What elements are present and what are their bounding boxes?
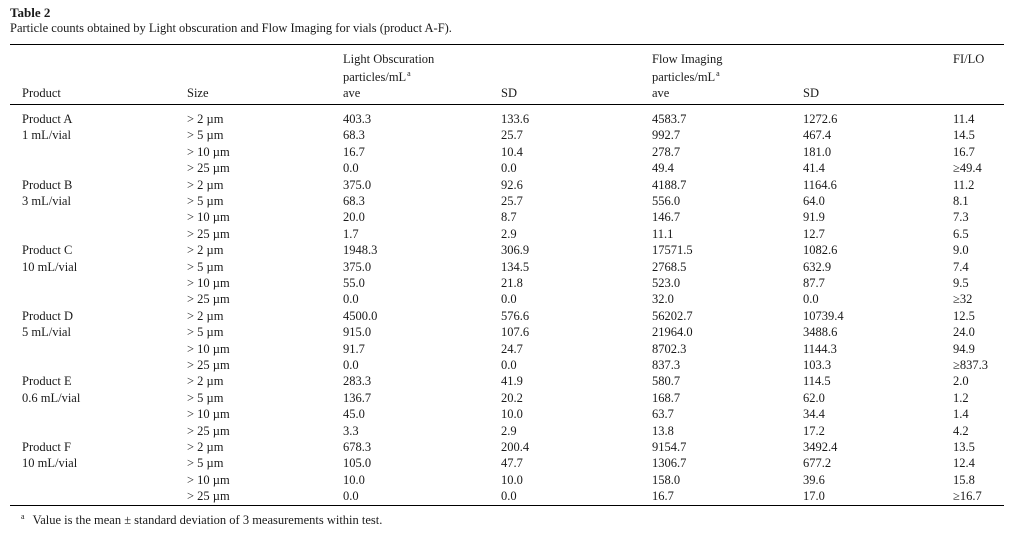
lo-sd-cell: 8.7 xyxy=(501,210,517,225)
fi-lo-ratio-cell: 16.7 xyxy=(953,144,975,159)
header-lo-units-text: particles/mL xyxy=(343,70,407,85)
fi-lo-ratio-cell: 94.9 xyxy=(953,341,975,356)
fi-lo-ratio-cell: ≥837.3 xyxy=(953,358,988,372)
lo-sd-cell: 21.8 xyxy=(501,276,523,290)
header-fi-units-text: particles/mL xyxy=(652,70,716,85)
fi-ave-cell: 8702.3 xyxy=(652,341,687,356)
product-volume-cell: 10 mL/vial xyxy=(22,456,78,471)
header-lo-sd: SD xyxy=(501,86,517,100)
fi-sd-cell: 17.2 xyxy=(803,423,825,438)
header-fi-ave: ave xyxy=(652,86,670,100)
lo-sd-cell: 107.6 xyxy=(501,325,530,340)
fi-lo-ratio-cell: 12.5 xyxy=(953,308,975,323)
fi-ave-cell: 168.7 xyxy=(652,390,681,405)
fi-ave-cell: 17571.5 xyxy=(652,243,693,258)
fi-ave-cell: 837.3 xyxy=(652,358,681,372)
fi-lo-ratio-cell: 1.4 xyxy=(953,407,969,422)
lo-sd-cell: 2.9 xyxy=(501,226,517,241)
fi-ave-cell: 56202.7 xyxy=(652,308,693,323)
size-cell: > 2 µm xyxy=(187,177,224,192)
product-name-cell: Product B xyxy=(22,177,73,192)
size-cell: > 25 µm xyxy=(187,358,230,372)
size-cell: > 10 µm xyxy=(187,144,230,159)
fi-lo-ratio-cell: 24.0 xyxy=(953,325,975,340)
footnote-mark: a xyxy=(21,512,25,521)
fi-ave-cell: 1306.7 xyxy=(652,456,687,471)
fi-sd-cell: 1082.6 xyxy=(803,243,838,258)
header-fi-lo-ratio: FI/LO xyxy=(953,52,985,66)
fi-ave-cell: 580.7 xyxy=(652,374,681,389)
size-cell: > 25 µm xyxy=(187,423,230,438)
lo-ave-cell: 20.0 xyxy=(343,210,365,225)
lo-ave-cell: 45.0 xyxy=(343,407,365,422)
fi-sd-cell: 87.7 xyxy=(803,276,825,290)
lo-sd-cell: 200.4 xyxy=(501,440,530,454)
fi-lo-ratio-cell: 15.8 xyxy=(953,472,975,487)
fi-sd-cell: 0.0 xyxy=(803,292,819,307)
fi-lo-ratio-cell: 9.5 xyxy=(953,276,969,290)
lo-sd-cell: 25.7 xyxy=(501,128,523,143)
lo-ave-cell: 136.7 xyxy=(343,390,372,405)
fi-ave-cell: 16.7 xyxy=(652,489,674,504)
size-cell: > 5 µm xyxy=(187,259,224,274)
lo-sd-cell: 25.7 xyxy=(501,194,523,208)
lo-sd-cell: 24.7 xyxy=(501,341,523,356)
fi-lo-ratio-cell: 4.2 xyxy=(953,423,969,438)
product-name-cell: Product D xyxy=(22,308,74,323)
size-cell: > 25 µm xyxy=(187,489,230,504)
top-rule xyxy=(10,44,1004,45)
size-cell: > 10 µm xyxy=(187,472,230,487)
product-name-cell: Product A xyxy=(22,112,73,126)
lo-sd-cell: 306.9 xyxy=(501,243,530,258)
fi-sd-cell: 10739.4 xyxy=(803,308,844,323)
lo-ave-cell: 3.3 xyxy=(343,423,359,438)
header-lo-footnote-mark: a xyxy=(407,69,411,78)
fi-sd-cell: 62.0 xyxy=(803,390,825,405)
lo-ave-cell: 678.3 xyxy=(343,440,372,454)
fi-ave-cell: 4188.7 xyxy=(652,177,687,192)
fi-sd-cell: 1164.6 xyxy=(803,177,837,192)
fi-sd-cell: 3492.4 xyxy=(803,440,838,454)
lo-sd-cell: 41.9 xyxy=(501,374,523,389)
fi-lo-ratio-cell: 12.4 xyxy=(953,456,975,471)
fi-lo-ratio-cell: 1.2 xyxy=(953,390,969,405)
lo-sd-cell: 2.9 xyxy=(501,423,517,438)
lo-ave-cell: 0.0 xyxy=(343,489,359,504)
size-cell: > 2 µm xyxy=(187,112,224,126)
fi-lo-ratio-cell: ≥49.4 xyxy=(953,161,982,176)
lo-ave-cell: 915.0 xyxy=(343,325,372,340)
fi-ave-cell: 11.1 xyxy=(652,226,674,241)
lo-ave-cell: 375.0 xyxy=(343,259,372,274)
header-lo-title: Light Obscuration xyxy=(343,52,435,66)
fi-lo-ratio-cell: 2.0 xyxy=(953,374,969,389)
fi-lo-ratio-cell: ≥16.7 xyxy=(953,489,982,504)
lo-ave-cell: 16.7 xyxy=(343,144,365,159)
size-cell: > 2 µm xyxy=(187,243,224,258)
product-volume-cell: 1 mL/vial xyxy=(22,128,71,143)
fi-lo-ratio-cell: 13.5 xyxy=(953,440,975,454)
bottom-rule xyxy=(10,505,1004,506)
fi-sd-cell: 39.6 xyxy=(803,472,825,487)
fi-lo-ratio-cell: 14.5 xyxy=(953,128,975,143)
fi-sd-cell: 467.4 xyxy=(803,128,832,143)
lo-sd-cell: 133.6 xyxy=(501,112,530,126)
size-cell: > 10 µm xyxy=(187,341,230,356)
lo-sd-cell: 576.6 xyxy=(501,308,530,323)
fi-ave-cell: 278.7 xyxy=(652,144,681,159)
lo-ave-cell: 375.0 xyxy=(343,177,372,192)
product-name-cell: Product F xyxy=(22,440,71,454)
size-cell: > 2 µm xyxy=(187,374,224,389)
size-cell: > 5 µm xyxy=(187,456,224,471)
lo-sd-cell: 20.2 xyxy=(501,390,523,405)
size-cell: > 5 µm xyxy=(187,390,224,405)
fi-lo-ratio-cell: ≥32 xyxy=(953,292,973,307)
fi-lo-ratio-cell: 6.5 xyxy=(953,226,969,241)
lo-ave-cell: 403.3 xyxy=(343,112,372,126)
lo-ave-cell: 0.0 xyxy=(343,292,359,307)
header-fi-sd: SD xyxy=(803,86,819,100)
size-cell: > 10 µm xyxy=(187,210,230,225)
fi-ave-cell: 9154.7 xyxy=(652,440,687,454)
product-volume-cell: 0.6 mL/vial xyxy=(22,390,81,405)
footnote-text: Value is the mean ± standard deviation of 3 measurements within test. xyxy=(32,513,383,528)
fi-lo-ratio-cell: 7.4 xyxy=(953,259,969,274)
header-product: Product xyxy=(22,86,61,100)
header-size: Size xyxy=(187,86,209,100)
fi-ave-cell: 2768.5 xyxy=(652,259,687,274)
fi-ave-cell: 556.0 xyxy=(652,194,681,208)
lo-sd-cell: 92.6 xyxy=(501,177,523,192)
fi-lo-ratio-cell: 9.0 xyxy=(953,243,969,258)
fi-sd-cell: 12.7 xyxy=(803,226,825,241)
fi-sd-cell: 103.3 xyxy=(803,358,832,372)
fi-sd-cell: 34.4 xyxy=(803,407,825,422)
fi-sd-cell: 632.9 xyxy=(803,259,832,274)
fi-sd-cell: 181.0 xyxy=(803,144,832,159)
lo-ave-cell: 0.0 xyxy=(343,358,359,372)
size-cell: > 2 µm xyxy=(187,440,224,454)
fi-ave-cell: 146.7 xyxy=(652,210,681,225)
fi-ave-cell: 63.7 xyxy=(652,407,674,422)
table-caption: Particle counts obtained by Light obscuration and Flow Imaging for vials (product A-F). xyxy=(10,21,452,35)
lo-sd-cell: 10.4 xyxy=(501,144,523,159)
fi-ave-cell: 21964.0 xyxy=(652,325,693,340)
lo-ave-cell: 10.0 xyxy=(343,472,365,487)
table-label: Table 2 xyxy=(10,5,51,20)
lo-sd-cell: 10.0 xyxy=(501,407,523,422)
size-cell: > 5 µm xyxy=(187,128,224,143)
fi-sd-cell: 3488.6 xyxy=(803,325,838,340)
fi-ave-cell: 32.0 xyxy=(652,292,674,307)
fi-ave-cell: 992.7 xyxy=(652,128,681,143)
fi-lo-ratio-cell: 11.4 xyxy=(953,112,975,126)
fi-ave-cell: 49.4 xyxy=(652,161,674,176)
lo-sd-cell: 134.5 xyxy=(501,259,530,274)
fi-ave-cell: 13.8 xyxy=(652,423,674,438)
lo-ave-cell: 283.3 xyxy=(343,374,372,389)
header-lo-ave: ave xyxy=(343,86,361,100)
fi-sd-cell: 114.5 xyxy=(803,374,831,389)
fi-sd-cell: 41.4 xyxy=(803,161,825,176)
size-cell: > 2 µm xyxy=(187,308,224,323)
size-cell: > 10 µm xyxy=(187,276,230,290)
fi-ave-cell: 523.0 xyxy=(652,276,681,290)
fi-ave-cell: 4583.7 xyxy=(652,112,687,126)
product-name-cell: Product C xyxy=(22,243,73,258)
lo-ave-cell: 55.0 xyxy=(343,276,365,290)
lo-ave-cell: 1948.3 xyxy=(343,243,378,258)
fi-sd-cell: 1144.3 xyxy=(803,341,837,356)
lo-sd-cell: 0.0 xyxy=(501,358,517,372)
lo-ave-cell: 68.3 xyxy=(343,194,365,208)
lo-sd-cell: 0.0 xyxy=(501,161,517,176)
fi-sd-cell: 91.9 xyxy=(803,210,825,225)
fi-sd-cell: 17.0 xyxy=(803,489,825,504)
fi-sd-cell: 64.0 xyxy=(803,194,825,208)
lo-sd-cell: 0.0 xyxy=(501,292,517,307)
header-lo-units xyxy=(343,69,411,85)
fi-sd-cell: 1272.6 xyxy=(803,112,838,126)
size-cell: > 5 µm xyxy=(187,325,224,340)
size-cell: > 25 µm xyxy=(187,161,230,176)
lo-ave-cell: 4500.0 xyxy=(343,308,378,323)
size-cell: > 5 µm xyxy=(187,194,224,208)
fi-lo-ratio-cell: 7.3 xyxy=(953,210,969,225)
lo-ave-cell: 91.7 xyxy=(343,341,365,356)
size-cell: > 10 µm xyxy=(187,407,230,422)
size-cell: > 25 µm xyxy=(187,292,230,307)
header-fi-title: Flow Imaging xyxy=(652,52,723,66)
header-fi-footnote-mark: a xyxy=(716,69,720,78)
fi-lo-ratio-cell: 8.1 xyxy=(953,194,969,208)
product-volume-cell: 3 mL/vial xyxy=(22,194,71,208)
lo-ave-cell: 68.3 xyxy=(343,128,365,143)
lo-sd-cell: 47.7 xyxy=(501,456,523,471)
fi-sd-cell: 677.2 xyxy=(803,456,832,471)
table-footnote xyxy=(20,512,382,528)
lo-ave-cell: 105.0 xyxy=(343,456,372,471)
lo-sd-cell: 10.0 xyxy=(501,472,523,487)
fi-ave-cell: 158.0 xyxy=(652,472,681,487)
header-rule xyxy=(10,104,1004,105)
product-name-cell: Product E xyxy=(22,374,72,389)
fi-lo-ratio-cell: 11.2 xyxy=(953,177,975,192)
product-volume-cell: 10 mL/vial xyxy=(22,259,78,274)
lo-ave-cell: 0.0 xyxy=(343,161,359,176)
product-volume-cell: 5 mL/vial xyxy=(22,325,71,340)
header-fi-units xyxy=(652,69,720,85)
size-cell: > 25 µm xyxy=(187,226,230,241)
lo-sd-cell: 0.0 xyxy=(501,489,517,504)
lo-ave-cell: 1.7 xyxy=(343,226,359,241)
